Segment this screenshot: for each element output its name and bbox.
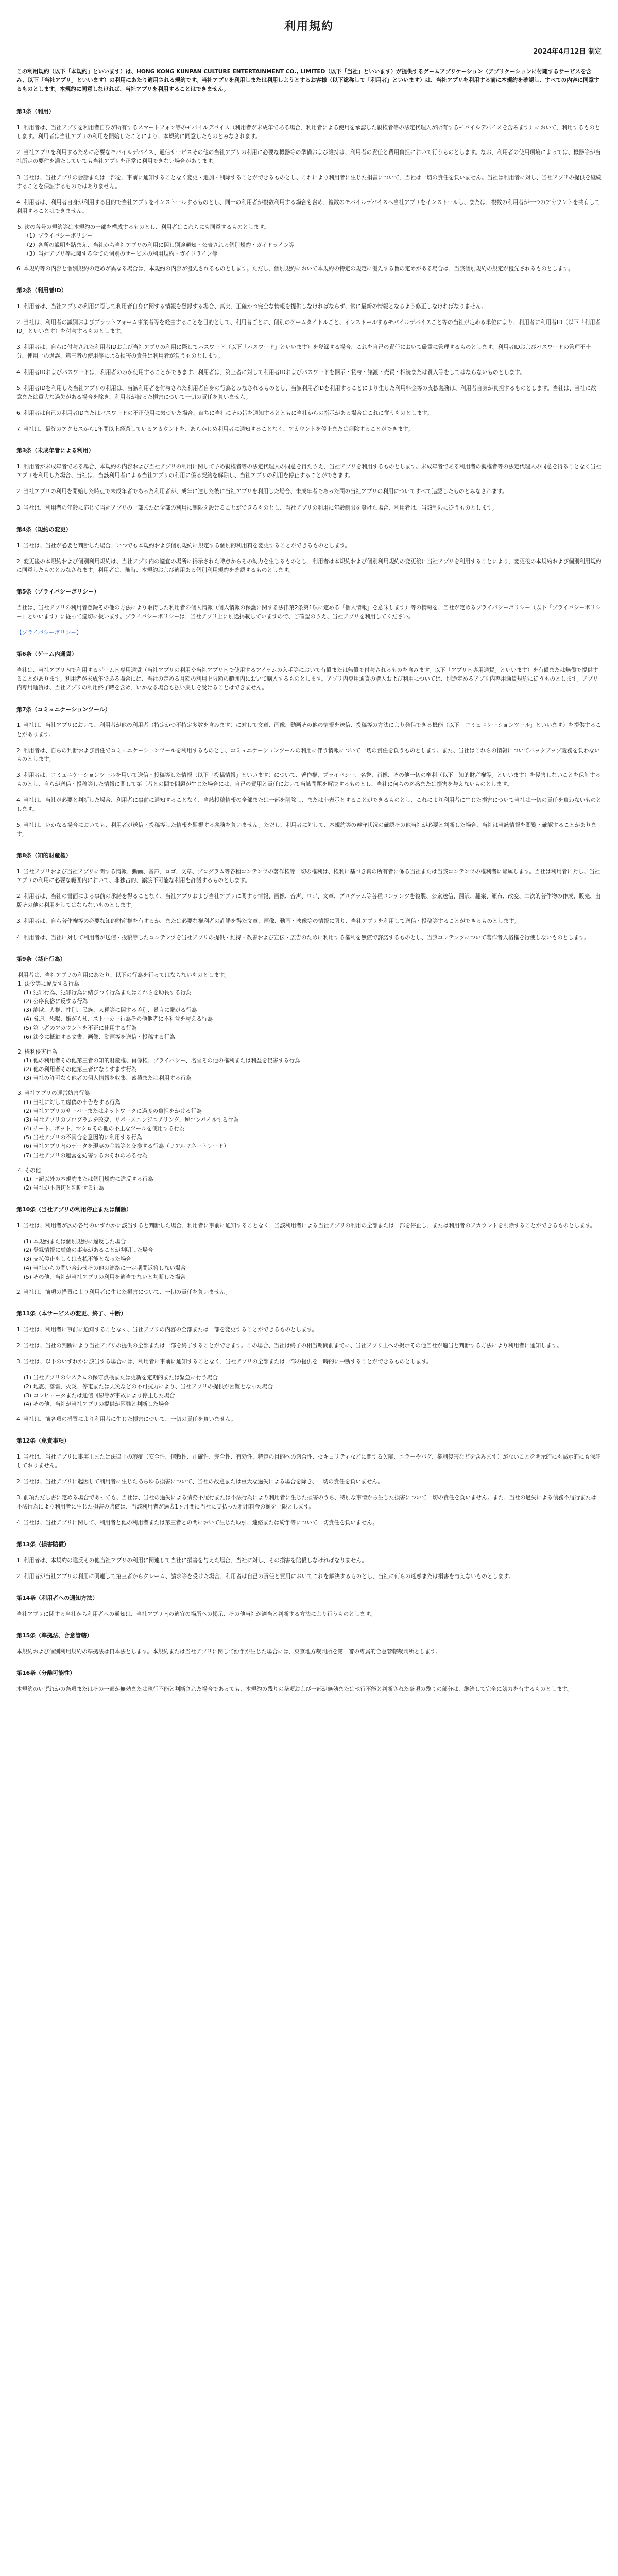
- article-heading: 第7条（コミュニケーションツール）: [16, 706, 111, 713]
- list-item: (4) 当社からの問い合わせその他の連絡に一定期間返答しない場合: [24, 1265, 186, 1272]
- clause-paragraph: 1. 利用者は、本規約の違反その他当社アプリの利用に関連して当社に損害を与えた場合、当社に対し、その損害を賠償しなければなりません。: [16, 1557, 368, 1564]
- spacer: [16, 1282, 602, 1288]
- clause-paragraph: 2. 当社は、前項の措置により利用者に生じた損害について、一切の責任を負いません。: [16, 1289, 231, 1295]
- article-section: [16, 107, 602, 274]
- clause-paragraph: 6. 本規約等の内容と個別規約の定めが異なる場合は、本規約の内容が優先されるものとします。ただし、個別規約において本規約の特定の規定に優先する旨の定めがある場合は、当該個別規約の規定が優先されるものとします。: [16, 265, 574, 272]
- article-section: [16, 1436, 602, 1528]
- list-item: (1) 本規約または個別規約に違反した場合: [24, 1239, 126, 1245]
- clause-paragraph: 5. 利用者IDを利用した当社アプリの利用は、当該利用者を付与された利用者自身の行為とみなされるものとし、当該利用者IDを利用することにより生じた利用料金等の支払義務は、利用者自身が負担するものとします。当社は、当社に故意または重大な過失がある場合を除き、利用者が被った損害について一切の責任を負いません。: [16, 385, 596, 400]
- list-item: （3）当社アプリ等に関する全ての個別のサービスの利用規約・ガイドライン等: [24, 250, 218, 257]
- article-heading: 第6条（ゲーム内通貨）: [16, 651, 77, 658]
- clause-paragraph: 2. 変更後の本規約および個別利用規約は、当社アプリ内の適宜の場所に掲示された時点からその効力を生じるものとし、利用者は本規約および個別利用規約の変更後に当社アプリを利用することにより、変更後の本規約および個別利用規約に同意したものとみなされます。利用者は、随時、本規約および適用ある個別利用規約を確認するものとします。: [16, 558, 602, 573]
- list-item: (6) 法令に抵触する文書、画像、動画等を送信・投稿する行為: [24, 1033, 175, 1040]
- article-heading: 第8条（知的財産権）: [16, 852, 72, 859]
- list-item: (1) 上記以外の本規約または個別規約に違反する行為: [24, 1176, 153, 1182]
- list-item: (2) 公序良俗に反する行為: [24, 998, 88, 1005]
- clause-paragraph: 当社は、当社アプリの利用者登録その他の方法により取得した利用者の個人情報（個人情報の保護に関する法律第2条第1項に定める「個人情報」を意味します）等の情報を、当社が定めるプライバシーポリシー（以下「プライバシーポリシー」といいます）に従って適切に扱います。プライバシーポリシーは、当社アプリ上に別途掲載していますので、ご確認のうえ、当社アプリを利用してください。: [16, 604, 601, 620]
- clause-paragraph: 2. 利用者は、当社の書面による事前の承諾を得ることなく、当社アプリおよび当社アプリに関する情報、画像、音声、ロゴ、文章、プログラム等各種コンテンツを複製、公衆送信、翻訳、翻案、頒布、改変、二次的著作物の作成、販売、出版その他の利用をしてはならないものとします。: [16, 893, 601, 909]
- article-section: [16, 286, 602, 434]
- spacer: [16, 1083, 602, 1089]
- article-section: [16, 446, 602, 512]
- clause-paragraph: 3. 利用者は、自らに付与された利用者IDおよび当社アプリの利用に際してパスワード（以下「パスワード」といいます）を登録する場合、これを自己の責任において厳重に管理するものとします。利用者IDおよびパスワードの管理不十分、使用上の過誤、第三者の使用等による損害の責任は利用者が負うものとします。: [16, 344, 591, 360]
- clause-paragraph: 3. 当社は、当社アプリの会話または一部を、事前に通知することなく変更・追加・削除することができるものとし、これにより利用者に生じた損害について、当社は一切の責任を負いません。当社は利用者に対し、当社アプリの提供を継続することを保証するものではありません。: [16, 174, 602, 190]
- clause-paragraph: 4. 当社は、当社アプリに関して、利用者と他の利用者または第三者との間において生じた取引、連絡または紛争等について一切責任を負いません。: [16, 1519, 378, 1526]
- list-item: (1) 当社に対して虚偽の申告をする行為: [24, 1099, 121, 1106]
- list-item: (5) その他、当社が当社アプリの利用を適当でないと判断した場合: [24, 1274, 186, 1280]
- article-section: [16, 955, 602, 1193]
- article-heading: 第15条（準拠法、合意管轄）: [16, 1632, 93, 1639]
- clause-paragraph: 2. 当社は、当社の判断により当社アプリの提供の全部または一部を終了することができます。この場合、当社は終了の相当期間前までに、当社アプリ上への掲示その他当社が適当と判断する方法により利用者に通知します。: [16, 1343, 562, 1349]
- clause-paragraph: 1. 利用者は、当社アプリの利用に際して利用者自身に関する情報を登録する場合、真実、正確かつ完全な情報を提供しなければならず、常に最新の情報となるよう修正しなければなりません。: [16, 303, 487, 310]
- list-item: 1. 法令等に違反する行為: [18, 980, 79, 987]
- clause-paragraph: 4. 当社は、当社が必要と判断した場合、利用者に事前に通知することなく、当該投稿情報の全部または一部を削除し、または非表示とすることができるものとし、これにより利用者に生じた損害について当社は一切の責任を負わないものとします。: [16, 797, 602, 812]
- article-section: [16, 705, 602, 839]
- clause-paragraph: 本規約のいずれかの条項またはその一部が無効または執行不能と判断された場合であっても、本規約の残りの条項および一部が無効または執行不能と判断された条項の残りの部分は、継続して完全に効力を有するものとします。: [16, 1686, 573, 1692]
- clause-paragraph: 3. 利用者は、コミュニケーションツールを用いて送信・投稿等した情報（以下「投稿情報」といいます）について、著作権、プライバシー、名誉、肖像、その他一切の権利（以下「知的財産権等」といいます）を侵害しないことを保証するものとし、自らが送信・投稿等した情報に関して第三者との間で問題が生じた場合には、自己の費用と責任において当該問題を解決するものとし、当社に何らの迷惑または損害を与えないものとします。: [16, 772, 601, 788]
- list-item: (6) 当社アプリ内のデータを現実の金銭等と交換する行為（リアルマネートレード）: [24, 1143, 229, 1150]
- clause-paragraph: 本規約および個別利用規約の準拠法は日本法とします。本規約または当社アプリに関して紛争が生じた場合には、東京地方裁判所を第一審の専属的合意管轄裁判所とします。: [16, 1648, 441, 1655]
- clause-paragraph: 1. 利用者は、当社アプリを利用者自身が所有するスマートフォン等のモバイルデバイス（利用者が未成年である場合、利用者による使用を承認した親権者等の法定代理人が所有するモバイルデバイスを含みます）において、利用するものとします。利用者は当社アプリの利用を開始したことにより、本規約に同意したものとみなされます。: [16, 124, 600, 140]
- list-item: (3) 当社アプリのプログラムを改変、リバースエンジニアリング、逆コンパイルする行為: [24, 1116, 239, 1123]
- clause-paragraph: 2. 当社アプリの利用を開始した時点で未成年者であった利用者が、成年に達した後に当社アプリを利用した場合、未成年者であった間の当社アプリの利用についてすべて追認したものとみなされます。: [16, 488, 508, 495]
- article-heading: 第14条（利用者への通知方法）: [16, 1595, 98, 1602]
- clause-paragraph: 2. 利用者が当社アプリの利用に関連して第三者からクレーム、請求等を受けた場合、利用者は自己の責任と費用においてこれを解決するものとし、当社に何らの迷惑または損害を与えないものとします。: [16, 1573, 514, 1580]
- clause-paragraph: 4. 利用者は、利用者自身が利用する目的で当社アプリをインストールするものとし、同一の利用者が複数利用する場合も含め、複数のモバイルデバイスへ当社アプリをインストールし、または、複数の利用者が一つのアカウントを共有して利用することはできません。: [16, 199, 600, 215]
- spacer: [16, 259, 602, 265]
- clause-paragraph: 1. 当社アプリおよび当社アプリに関する情報、動画、音声、ロゴ、文章、プログラム等各種コンテンツの著作権等一切の権利は、権利に基づき真の所有者に係る当社または当該コンテンツの権利者に帰属します。当社は利用者に対し、当社アプリの利用に必要な範囲内において、非独占的、譲渡不可能な利用を許諾するものとします。: [16, 868, 600, 884]
- list-item: (2) 登録情報に虚偽の事実があることが判明した場合: [24, 1247, 153, 1254]
- article-heading: 第12条（免責事項）: [16, 1437, 70, 1445]
- clause-paragraph: 3. 当社は、利用者の年齢に応じて当社アプリの一部または全部の利用に制限を設けることができるものとし、当社アプリの利用に年齢制限を設けた場合、利用者は、当該制限に従うものとします。: [16, 504, 497, 511]
- article-heading: 第4条（規約の変更）: [16, 526, 72, 533]
- list-item: 3. 当社アプリの運営妨害行為: [18, 1090, 90, 1097]
- clause-paragraph: 4. 利用者IDおよびパスワードは、利用者のみが使用することができます。利用者は、第三者に対して利用者IDおよびパスワードを開示・貸与・譲渡・売買・相続または質入等をしてはならないものとします。: [16, 369, 525, 376]
- clause-paragraph: 1. 当社は、当社が必要と判断した場合、いつでも本規約および個別規約に規定する個別的利用料を変更することができるものとします。: [16, 542, 351, 549]
- article-section: [16, 1205, 602, 1297]
- list-item: 利用者は、当社アプリの利用にあたり、以下の行為を行ってはならないものとします。: [18, 972, 230, 978]
- clause-paragraph: 1. 当社は、利用者に事前に通知することなく、当社アプリの内容の全部または一部を変更することができるものとします。: [16, 1326, 318, 1333]
- article-heading: 第10条（当社アプリの利用停止または削除）: [16, 1206, 132, 1213]
- list-item: (1) 当社アプリのシステムの保守点検または更新を定期的または緊急に行う場合: [24, 1375, 218, 1381]
- clause-paragraph: 2. 当社アプリを利用するために必要なモバイルデバイス、通信サービスその他の当社アプリの利用に必要な機器等の準備および維持は、利用者の責任と費用負担において行うものとします。なお、利用者の使用環境によっては、機器等が当社所定の要件を満たしていても当社アプリを正常に利用できない場合があります。: [16, 149, 601, 165]
- clause-paragraph: 1. 当社は、利用者が次の各号のいずれかに該当すると判断した場合、利用者に事前に通知することなく、当該利用者による当社アプリの利用の全部または一部を停止し、または利用者のアカウントを削除することができるものとします。: [16, 1222, 596, 1229]
- clause-paragraph: 2. 当社は、当社アプリに起因して利用者に生じたあらゆる損害について、当社の故意または重大な過失による場合を除き、一切の責任を負いません。: [16, 1479, 384, 1485]
- list-item: (3) 支払停止もしくは支払不能となった場合: [24, 1256, 132, 1263]
- effective-date: 2024年4月12日 制定: [533, 47, 602, 56]
- list-item: (1) 他の利用者その他第三者の知的財産権、肖像権、プライバシー、名誉その他の権利または利益を侵害する行為: [24, 1057, 300, 1064]
- list-item: (5) 第三者のアカウントを不正に使用する行為: [24, 1025, 137, 1031]
- list-item: (1) 犯罪行為、犯罪行為に結びつく行為またはこれらを助長する行為: [24, 989, 192, 996]
- list-item: (2) 他の利用者その他第三者になりすます行為: [24, 1066, 137, 1073]
- article-heading: 第11条（本サービスの変更、終了、中断）: [16, 1310, 127, 1317]
- list-item: (4) 脅迫、恐喝、嫌がらせ、ストーカー行為その他他者に不利益を与える行為: [24, 1016, 213, 1023]
- clause-paragraph: 1. 当社は、当社アプリにおいて、利用者が他の利用者（特定かつ不特定多数を含みます）に対して文章、画像、動画その他の情報を送信、投稿等の方法により発信できる機能（以下「コミュニケーションツール」といいます）を提供することがあります。: [16, 722, 601, 738]
- list-item: （1）プライバシーポリシー: [24, 233, 93, 240]
- list-item: （2）各所の説明を踏まえ、当社から当社アプリの利用に関し別途通知・公表される個別規約・ガイドライン等: [24, 242, 295, 248]
- list-item: (5) 当社アプリの不具合を意図的に利用する行為: [24, 1134, 142, 1141]
- article-heading: 第9条（禁止行為）: [16, 955, 66, 962]
- article-section: [16, 851, 602, 942]
- list-item: (7) 当社アプリの運営を妨害するおそれのある行為: [24, 1152, 148, 1159]
- terms-sections: [16, 107, 602, 1694]
- clause-paragraph: 3. 前項ただし書に定める場合であっても、当社は、当社の過失による債務不履行または不法行為により利用者に生じた損害のうち、特別な事情から生じた損害について一切の責任を負いません。また、当社の過失による債務不履行または不法行為により利用者に生じた損害の賠償は、当該利用者が過去1ヶ月間に当社に支払った利用料金の額を上限とします。: [16, 1495, 597, 1510]
- clause-paragraph: 6. 利用者は自己の利用者IDまたはパスワードの不正使用に気づいた場合、直ちに当社にその旨を通知するとともに当社からの指示がある場合はこれに従うものとします。: [16, 410, 433, 417]
- article-section: [16, 1594, 602, 1619]
- article-section: [16, 1669, 602, 1694]
- article-heading: 第2条（利用者ID）: [16, 286, 67, 294]
- article-section: [16, 1631, 602, 1656]
- page-title: 利用規約: [284, 20, 334, 33]
- list-item: (2) 当社が不適切と判断する行為: [24, 1185, 105, 1192]
- clause-paragraph: 4. 利用者は、当社に対して利用者が送信・投稿等したコンテンツを当社アプリの提供・維持・改善および宣伝・広告のために利用する権利を無償で許諾するものとし、当該コンテンツについて著作者人格権を行使しないものとします。: [16, 934, 590, 941]
- list-item: (2) 当社アプリのサーバーまたはネットワークに過度の負担をかける行為: [24, 1108, 202, 1114]
- article-heading: 第16条（分離可能性）: [16, 1669, 76, 1676]
- article-heading: 第5条（プライバシーポリシー）: [16, 588, 100, 596]
- list-item: 4. その他: [18, 1167, 41, 1174]
- spacer: [16, 1160, 602, 1166]
- clause-paragraph: 当社アプリに関する当社から利用者への通知は、当社アプリ内の適宜の場所への掲示、その他当社が適当と判断する方法により行うものとします。: [16, 1611, 376, 1617]
- link-line: [16, 629, 602, 637]
- article-section: [16, 650, 602, 692]
- article-section: [16, 525, 602, 575]
- article-section: [16, 1309, 602, 1424]
- clause-paragraph: 3. 利用者は、自ら著作権等の必要な知的財産権を有するか、または必要な権利者の許諾を得た文章、画像、動画・映像等の情報に限り、当社アプリを利用して送信・投稿等することができるものとします。: [16, 918, 520, 925]
- article-section: [16, 587, 602, 637]
- list-item: (2) 地震、落雷、火災、停電または天災などの不可抗力により、当社アプリの提供が困難となった場合: [24, 1383, 273, 1390]
- clause-paragraph: 1. 利用者が未成年者である場合、本規約の内容および当社アプリの利用に関して予め親権者等の法定代理人の同意を得たうえ、当社アプリを利用するものとします。未成年者である利用者の親権者等の法定代理人の同意を得ることなく当社アプリを利用した場合、当社は、当該利用者による当社アプリの利用に係る契約を解除し、当社アプリの利用を停止することができます。: [16, 464, 602, 479]
- article-heading: 第1条（利用）: [16, 108, 55, 115]
- terms-document: [16, 0, 602, 1722]
- privacy-policy-link[interactable]: 【プライバシーポリシー】: [16, 630, 82, 636]
- article-heading: 第3条（未成年者による利用）: [16, 447, 94, 454]
- article-heading: 第13条（損害賠償）: [16, 1540, 70, 1548]
- clause-paragraph: 7. 当社は、最終のアクセスから1年間以上経過しているアカウントを、あらかじめ利用者に通知することなく、アカウントを停止または削除することができます。: [16, 426, 414, 433]
- clause-paragraph: 2. 利用者は、自らの判断および責任でコミュニケーションツールを利用するものとし、コミュニケーションツールの利用に伴う情報について一切の責任を負うものとします。また、当社はこれらの情報についてバックアップ義務を負わないものとします。: [16, 747, 600, 762]
- clause-paragraph: 3. 当社は、以下のいずれかに該当する場合には、利用者に事前に通知することなく、当社アプリの全部または一部の提供を一時的に中断することができるものとします。: [16, 1359, 432, 1365]
- list-item: 5. 次の各号の規約等は本規約の一部を構成するものとし、利用者はこれらにも同意するものとします。: [18, 224, 270, 231]
- clause-paragraph: 5. 当社は、いかなる場合においても、利用者が送信・投稿等した情報を監視する義務を負いません。ただし、利用者に対して、本規約等の遵守状況の確認その他当社が必要と判断した場合、当社は当該情報を閲覧・確認することがあります。: [16, 822, 597, 837]
- list-item: (4) その他、当社が当社アプリの提供が困難と判断した場合: [24, 1401, 169, 1408]
- clause-paragraph: 4. 当社は、前各項の措置により利用者に生じた損害について、一切の責任を負いません。: [16, 1416, 236, 1422]
- list-item: (3) コンピュータまたは通信回線等が事故により停止した場合: [24, 1392, 175, 1399]
- clause-paragraph: 1. 当社は、当社アプリに事実上または法律上の瑕疵（安全性、信頼性、正確性、完全性、有効性、特定の目的への適合性、セキュリティなどに関する欠陥、エラーやバグ、権利侵害などを含みます）がないことを明示的にも黙示的にも保証しておりません。: [16, 1453, 601, 1469]
- list-item: (3) 詐欺、人権、性別、民族、人種等に関する差別、暴言に繋がる行為: [24, 1007, 197, 1014]
- list-item: (3) 当社の許可なく他者の個人情報を収集、蓄積または利用する行為: [24, 1075, 192, 1082]
- clause-paragraph: 2. 当社は、利用者の識別およびプラットフォーム事業者等を経由することを目的として、利用者ごとに、個別のゲームタイトルごと、インストールするモバイルデバイスごと等の当社が定める単位により、利用者に利用者ID（以下「利用者ID」といいます）を付与するものとします。: [16, 319, 601, 335]
- spacer: [16, 1409, 602, 1415]
- spacer: [16, 1042, 602, 1048]
- list-item: 2. 権利侵害行為: [18, 1048, 58, 1055]
- intro-paragraph: この利用規約（以下「本規約」といいます）は、HONG KONG KUNPAN CULTURE ENTERTAINMENT CO., LIMITED（以下「当社」といいます）が提供するゲームアプリケーション（アプリケーションに付随するサービスを含み、以下「当社アプリ」といいます）の利用にあたり適用される規約です。当社アプリを利用しまたは利用しようとするお客様（以下総称して「利用者」といいます）は、当社アプリを利用する前に本規約を確認し、すべての内容に同意するものとします。本規約に同意しなければ、当社アプリを利用することはできません。: [16, 68, 599, 92]
- list-item: (4) チート、ボット、マクロその他の不正なツールを使用する行為: [24, 1126, 185, 1132]
- clause-paragraph: 当社は、当社アプリ内で利用するゲーム内専用通貨（当社アプリの利用や当社アプリ内で使用するアイテムの入手等において有償または無償で付与されるものを含みます。以下「アプリ内専用通貨」といいます）を有償または無償で提供することがあります。利用者が未成年である場合には、当社の定める月額の利用上限額の範囲内において購入するものとします。アプリ内専用通貨の購入および利用については、別途定めるアプリ内専用通貨規約に従うものとします。アプリ内専用通貨は、当社アプリの利用終了時を含め、いかなる場合も払い戻しを受けることはできません。: [16, 667, 598, 691]
- article-section: [16, 1540, 602, 1581]
